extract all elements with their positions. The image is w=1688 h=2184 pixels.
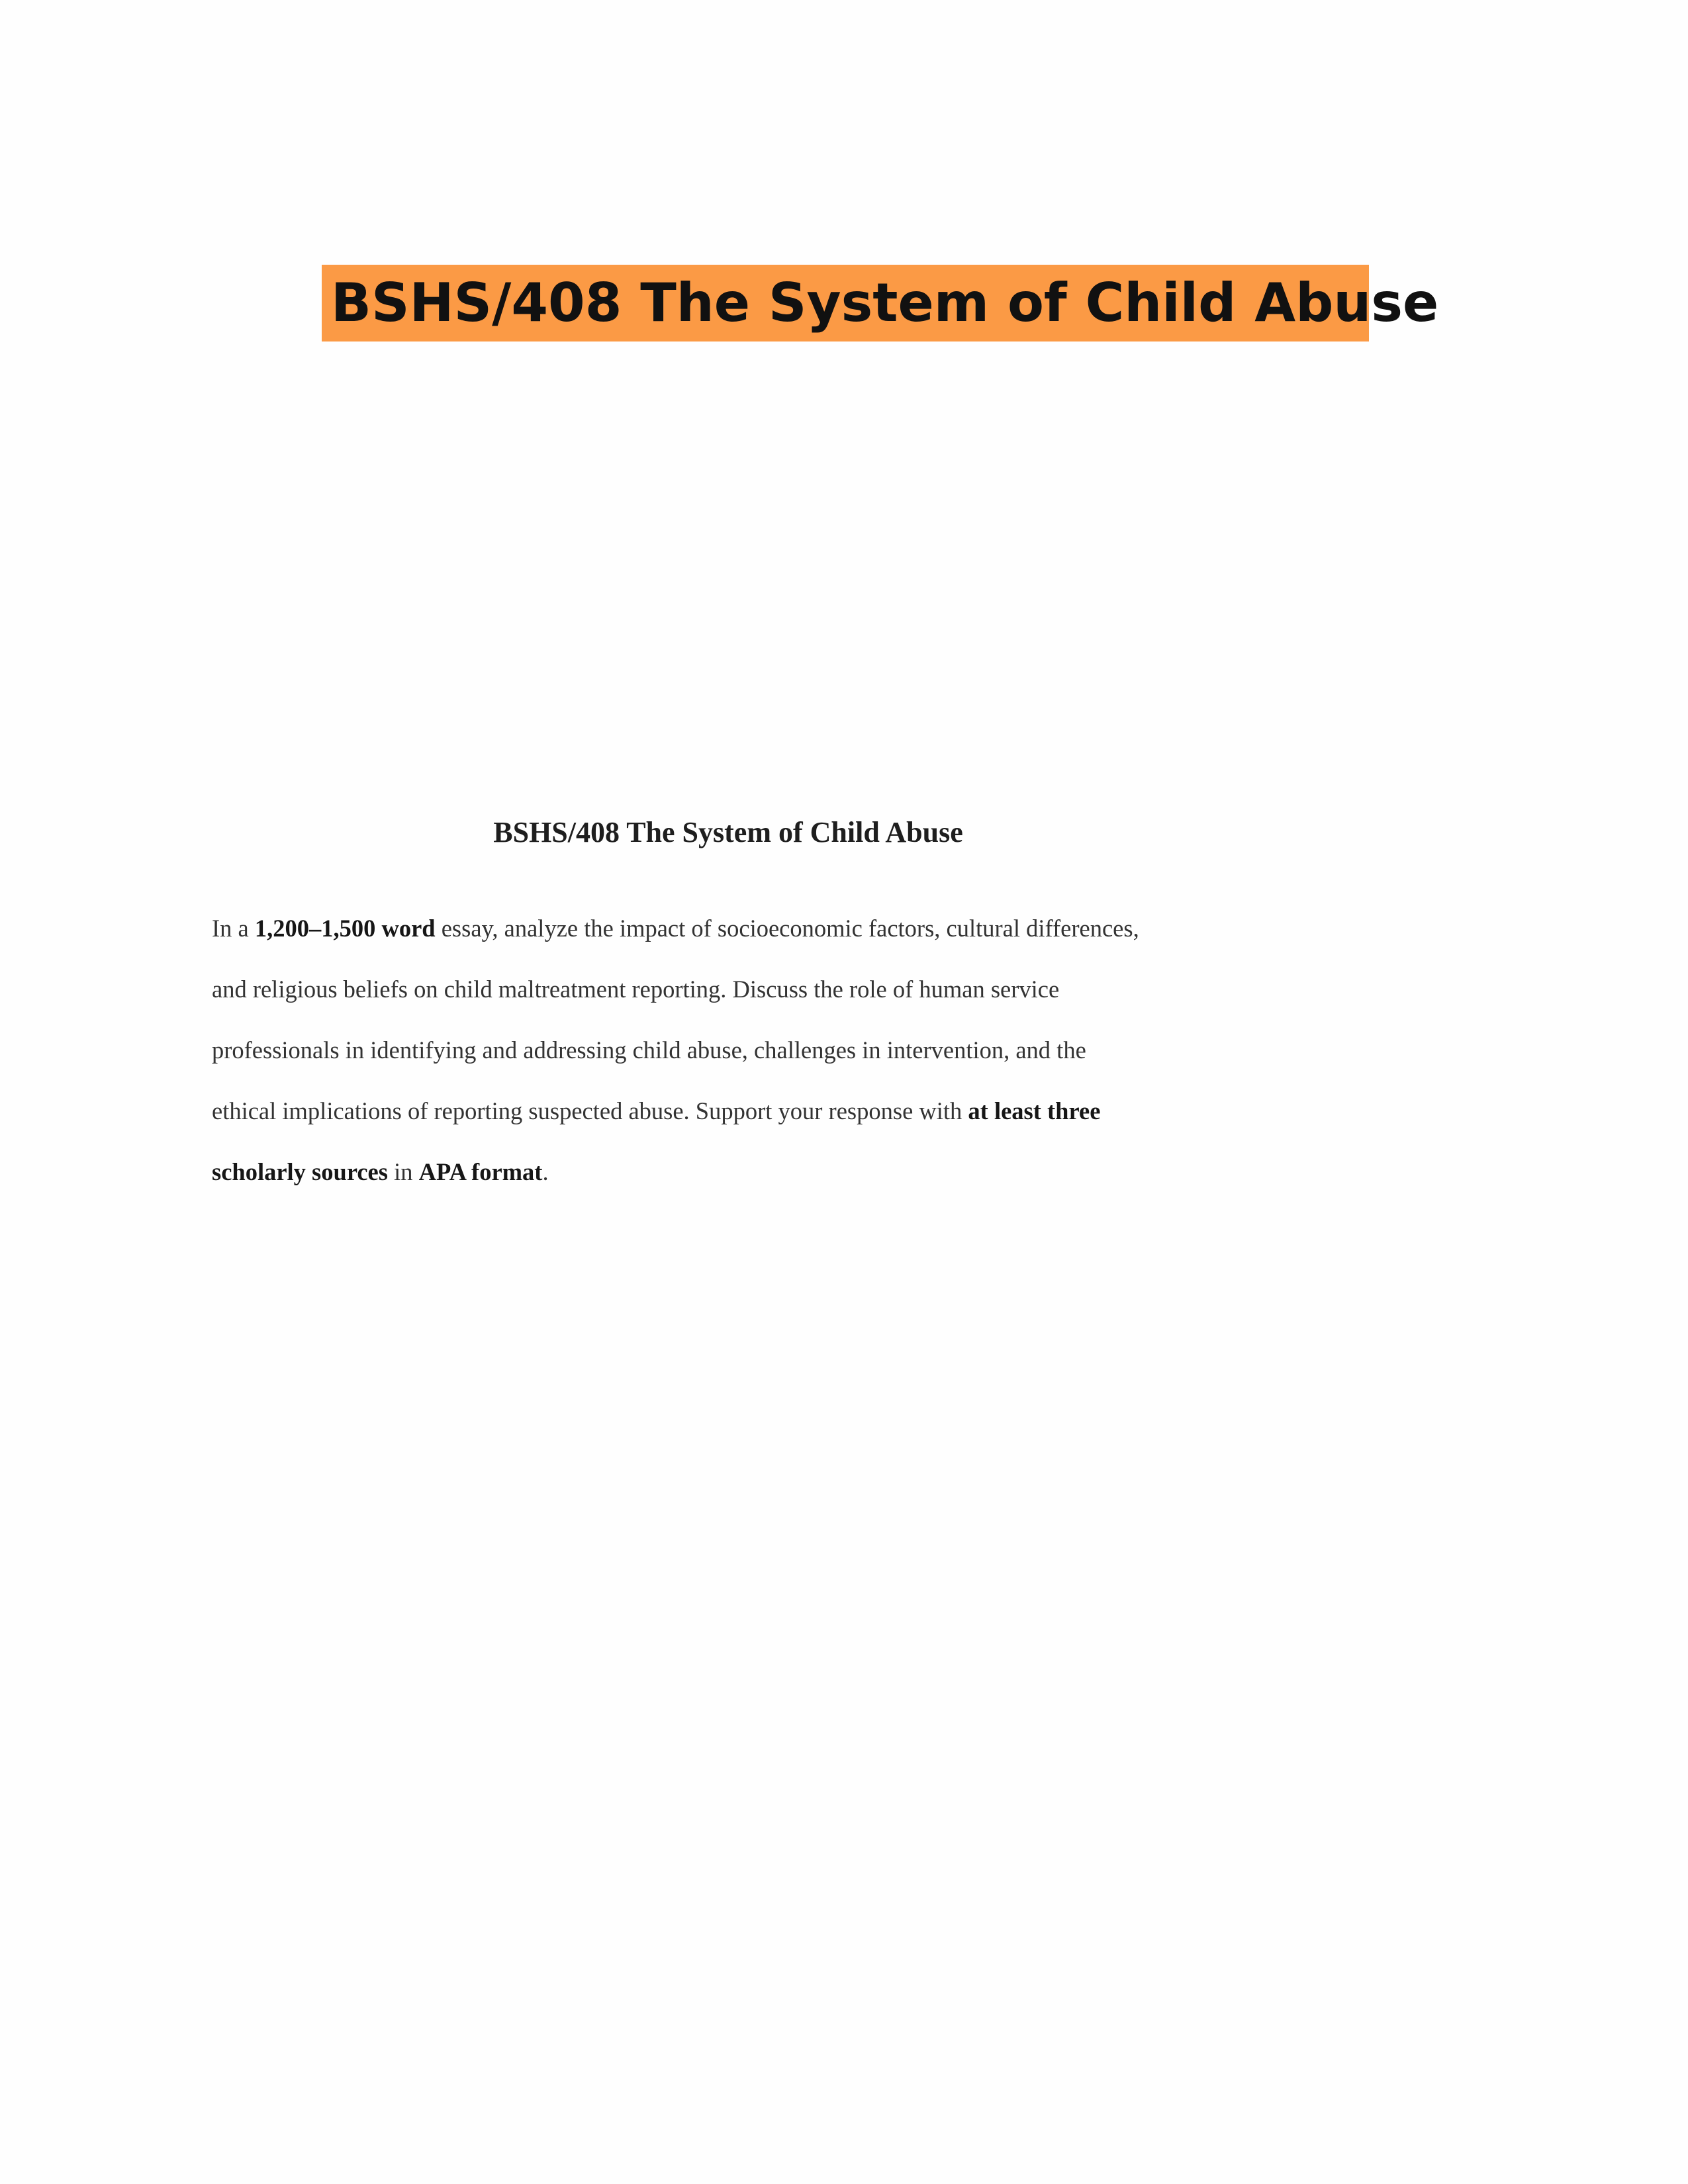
prompt-line-3: [212, 1027, 1297, 1088]
banner-title: BSHS/408 The System of Child Abuse: [331, 272, 1439, 334]
assignment-prompt: [212, 905, 1297, 1210]
prompt-text: ethical implications of reporting suspected abuse. Support your response with: [212, 1097, 968, 1124]
apa-format-emphasis: APA format: [418, 1158, 543, 1185]
document-title: BSHS/408 The System of Child Abuse: [493, 816, 963, 848]
word-count-emphasis: 1,200–1,500 word: [254, 915, 436, 942]
prompt-text: essay, analyze the impact of socioeconomic factors, cultural differences,: [435, 915, 1139, 942]
prompt-text: and religious beliefs on child maltreatment reporting. Discuss the role of human service: [212, 976, 1060, 1003]
title-banner: [322, 265, 1439, 341]
prompt-text: .: [542, 1158, 549, 1185]
prompt-text: professionals in identifying and addressing child abuse, challenges in intervention, and the: [212, 1036, 1086, 1064]
prompt-line-2: [212, 966, 1297, 1027]
prompt-text: In a: [212, 915, 255, 942]
prompt-line-1: [212, 905, 1297, 966]
scholarly-sources-emphasis: scholarly sources: [212, 1158, 388, 1185]
prompt-text: in: [387, 1158, 419, 1185]
sources-count-emphasis: at least three: [968, 1097, 1101, 1124]
prompt-line-4: [212, 1088, 1297, 1149]
prompt-line-5: [212, 1149, 1297, 1210]
